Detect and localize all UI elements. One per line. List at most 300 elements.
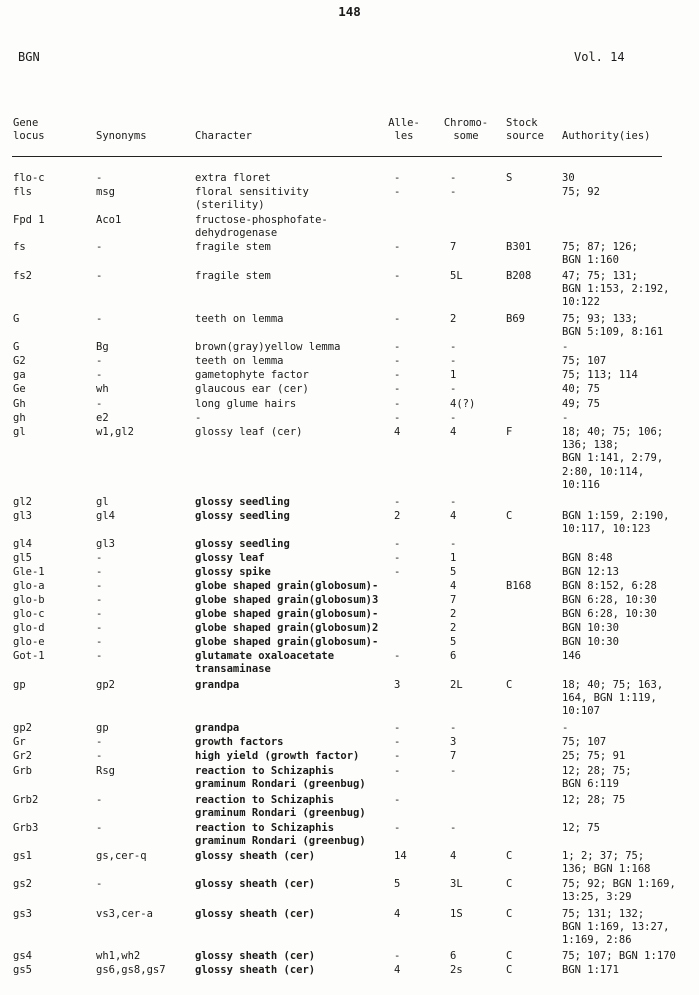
synonyms-cell: - — [96, 369, 103, 381]
chromosome-cell: - — [450, 496, 457, 508]
gene-locus-cell: G — [13, 341, 20, 353]
alleles-cell: - — [394, 750, 401, 762]
authority-line: BGN 1:160 — [562, 254, 619, 267]
authority-cell — [562, 510, 669, 536]
character-cell — [195, 908, 315, 921]
alleles-cell: - — [394, 369, 401, 381]
chromosome-cell: - — [450, 172, 457, 184]
alleles-cell: - — [394, 341, 401, 353]
col-alleles — [386, 117, 422, 143]
authority-line: BGN 8:152, 6:28 — [562, 580, 657, 592]
character-cell — [195, 950, 315, 963]
alleles-cell: - — [394, 794, 401, 806]
authority-line: BGN 10:30 — [562, 622, 619, 634]
character-line: globe shaped grain(globosum)2 — [195, 622, 379, 634]
authority-line: BGN 6:28, 10:30 — [562, 594, 657, 606]
character-line: fragile stem — [195, 241, 271, 253]
gene-locus-cell: gl4 — [13, 538, 32, 550]
synonyms-cell: - — [96, 636, 103, 648]
authority-cell — [562, 412, 568, 425]
authority-cell — [562, 594, 657, 607]
authority-line: BGN 1:169, 13:27, — [562, 921, 670, 934]
chromosome-cell: - — [450, 383, 457, 395]
character-line: - — [195, 412, 202, 424]
authority-line: 30 — [562, 172, 575, 184]
alleles-cell: - — [394, 172, 401, 184]
synonyms-cell: - — [96, 822, 103, 834]
character-cell — [195, 369, 309, 382]
stock-source-cell: C — [506, 679, 513, 691]
gene-locus-cell: gs5 — [13, 964, 32, 976]
character-line: fragile stem — [195, 270, 271, 282]
authority-cell — [562, 383, 600, 396]
chromosome-cell: 4 — [450, 580, 457, 592]
authority-line: 49; 75 — [562, 398, 600, 410]
synonyms-cell: - — [96, 355, 103, 367]
gene-locus-cell: glo-c — [13, 608, 45, 620]
gene-locus-cell: gp — [13, 679, 26, 691]
chromosome-cell: 5 — [450, 566, 457, 578]
stock-source-cell: C — [506, 964, 513, 976]
synonyms-cell: - — [96, 398, 103, 410]
chromosome-cell: 2 — [450, 313, 457, 325]
gene-locus-cell: glo-a — [13, 580, 45, 592]
synonyms-cell: gl3 — [96, 538, 115, 550]
synonyms-cell: msg — [96, 186, 115, 198]
authority-line: - — [562, 412, 569, 424]
authority-cell — [562, 964, 619, 977]
authority-line: 18; 40; 75; 163, — [562, 679, 664, 691]
authority-line: 1:169, 2:86 — [562, 934, 632, 947]
synonyms-cell: gp — [96, 722, 109, 734]
synonyms-cell: - — [96, 172, 103, 184]
gene-locus-cell: fs — [13, 241, 26, 253]
character-cell — [195, 355, 284, 368]
chromosome-cell: 4(?) — [450, 398, 476, 410]
authority-cell — [562, 172, 575, 185]
alleles-cell: - — [394, 241, 401, 253]
character-line: graminum Rondari (greenbug) — [195, 835, 366, 848]
stock-source-cell: C — [506, 950, 513, 962]
character-cell — [195, 398, 296, 411]
character-cell — [195, 383, 309, 396]
character-line: glossy seedling — [195, 538, 290, 550]
chromosome-cell: 1 — [450, 552, 457, 564]
character-cell — [195, 412, 201, 425]
character-line: grandpa — [195, 722, 240, 734]
alleles-cell: - — [394, 722, 401, 734]
character-line: globe shaped grain(globosum)3 — [195, 594, 379, 606]
character-line: globe shaped grain(globosum)- — [195, 636, 379, 648]
authority-line: 75; 107; BGN 1:170 — [562, 950, 676, 962]
alleles-cell: - — [394, 398, 401, 410]
alleles-cell: - — [394, 538, 401, 550]
authority-line: - — [562, 341, 569, 353]
authority-cell — [562, 636, 619, 649]
authority-line: 10:117, 10:123 — [562, 523, 651, 536]
synonyms-cell: - — [96, 594, 103, 606]
character-cell — [195, 722, 239, 735]
authority-line: 1; 2; 37; 75; — [562, 850, 645, 862]
authority-cell — [562, 736, 606, 749]
character-cell — [195, 964, 315, 977]
authority-cell — [562, 622, 619, 635]
gene-locus-cell: gs3 — [13, 908, 32, 920]
character-cell — [195, 538, 290, 551]
character-cell — [195, 496, 290, 509]
character-cell — [195, 622, 378, 635]
character-line: growth factors — [195, 736, 284, 748]
character-cell — [195, 186, 309, 212]
character-line: glossy sheath (cer) — [195, 964, 316, 976]
gene-locus-cell: Grb2 — [13, 794, 39, 806]
authority-line: BGN 12:13 — [562, 566, 619, 578]
gene-locus-cell: gs1 — [13, 850, 32, 862]
authority-cell — [562, 426, 663, 492]
authority-cell — [562, 369, 638, 382]
authority-cell — [562, 552, 613, 565]
synonyms-cell: - — [96, 566, 103, 578]
character-cell — [195, 172, 271, 185]
alleles-cell: - — [394, 950, 401, 962]
stock-source-cell: C — [506, 878, 513, 890]
authority-line: 13:25, 3:29 — [562, 891, 632, 904]
col-alleles-line1: Alle- — [388, 117, 420, 129]
alleles-cell: - — [394, 412, 401, 424]
authority-line: 146 — [562, 650, 581, 662]
alleles-cell: 3 — [394, 679, 401, 691]
authority-cell — [562, 908, 669, 948]
authority-cell — [562, 566, 619, 579]
stock-source-cell: C — [506, 850, 513, 862]
character-cell — [195, 850, 315, 863]
authority-cell — [562, 950, 676, 963]
synonyms-cell: e2 — [96, 412, 109, 424]
gene-locus-cell: gl — [13, 426, 26, 438]
character-cell — [195, 636, 378, 649]
alleles-cell: 4 — [394, 964, 401, 976]
alleles-cell: - — [394, 270, 401, 282]
alleles-cell: - — [394, 313, 401, 325]
authority-line: 10:107 — [562, 705, 600, 718]
character-cell — [195, 510, 290, 523]
character-line: glaucous ear (cer) — [195, 383, 309, 395]
authority-cell — [562, 750, 625, 763]
chromosome-cell: 7 — [450, 750, 457, 762]
authority-line: 40; 75 — [562, 383, 600, 395]
alleles-cell: - — [394, 765, 401, 777]
chromosome-cell: 3L — [450, 878, 463, 890]
authority-cell — [562, 794, 625, 807]
character-line: glossy sheath (cer) — [195, 950, 316, 962]
synonyms-cell: w1,gl2 — [96, 426, 134, 438]
character-cell — [195, 566, 271, 579]
authority-line: 136; 138; — [562, 439, 619, 452]
col-gene-locus — [13, 117, 45, 143]
authority-line: 136; BGN 1:168 — [562, 863, 651, 876]
chromosome-cell: 3 — [450, 736, 457, 748]
gene-locus-cell: Gle-1 — [13, 566, 45, 578]
character-line: globe shaped grain(globosum)- — [195, 580, 379, 592]
character-cell — [195, 552, 265, 565]
character-cell — [195, 750, 359, 763]
gene-locus-cell: G — [13, 313, 20, 325]
chromosome-cell: 2s — [450, 964, 463, 976]
chromosome-cell: - — [450, 186, 457, 198]
authority-line: 2:80, 10:114, — [562, 465, 645, 478]
chromosome-cell: 6 — [450, 950, 457, 962]
synonyms-cell: - — [96, 878, 103, 890]
chromosome-cell: - — [450, 355, 457, 367]
authority-cell — [562, 722, 568, 735]
chromosome-cell: 1 — [450, 369, 457, 381]
character-line: reaction to Schizaphis — [195, 794, 335, 806]
authority-line: BGN 10:30 — [562, 636, 619, 648]
synonyms-cell: vs3,cer-a — [96, 908, 153, 920]
synonyms-cell: - — [96, 270, 103, 282]
alleles-cell: - — [394, 650, 401, 662]
col-authority: Authority(ies) — [562, 130, 651, 142]
authority-cell — [562, 355, 606, 368]
synonyms-cell: wh — [96, 383, 109, 395]
alleles-cell: 2 — [394, 510, 401, 522]
alleles-cell: - — [394, 552, 401, 564]
synonyms-cell: - — [96, 736, 103, 748]
synonyms-cell: Aco1 — [96, 214, 122, 226]
character-line: glossy seedling — [195, 510, 290, 522]
authority-line: 18; 40; 75; 106; — [562, 426, 664, 438]
character-cell — [195, 822, 366, 848]
authority-line: 75; 87; 126; — [562, 241, 638, 253]
gene-locus-cell: Gr2 — [13, 750, 32, 762]
chromosome-cell: 2 — [450, 622, 457, 634]
authority-line: 47; 75; 131; — [562, 270, 638, 282]
character-line: brown(gray)yellow lemma — [195, 341, 341, 353]
character-line: extra floret — [195, 172, 271, 184]
alleles-cell: 4 — [394, 426, 401, 438]
synonyms-cell: gl4 — [96, 510, 115, 522]
stock-source-cell: S — [506, 172, 513, 184]
synonyms-cell: - — [96, 241, 103, 253]
authority-cell — [562, 850, 651, 876]
gene-locus-cell: Got-1 — [13, 650, 45, 662]
chromosome-cell: - — [450, 765, 457, 777]
character-cell — [195, 341, 340, 354]
authority-line: 75; 107 — [562, 736, 607, 748]
character-line: grandpa — [195, 679, 240, 691]
chromosome-cell: - — [450, 538, 457, 550]
character-line: fructose-phosphofate- — [195, 214, 328, 226]
col-chromosome — [440, 117, 492, 143]
stock-source-cell: B208 — [506, 270, 532, 282]
character-cell — [195, 313, 284, 326]
character-cell — [195, 580, 378, 593]
authority-line: BGN 1:141, 2:79, — [562, 452, 664, 465]
gene-locus-cell: Grb — [13, 765, 32, 777]
authority-line: - — [562, 722, 569, 734]
authority-line: 75; 93; 133; — [562, 313, 638, 325]
chromosome-cell: 2 — [450, 608, 457, 620]
authority-cell — [562, 878, 676, 904]
synonyms-cell: - — [96, 580, 103, 592]
character-cell — [195, 270, 271, 283]
authority-line: 164, BGN 1:119, — [562, 692, 657, 705]
gene-locus-cell: fs2 — [13, 270, 32, 282]
authority-cell — [562, 341, 568, 354]
authority-line: BGN 6:119 — [562, 778, 619, 791]
character-cell — [195, 608, 378, 621]
col-synonyms: Synonyms — [96, 130, 147, 142]
synonyms-cell: - — [96, 622, 103, 634]
character-line: reaction to Schizaphis — [195, 765, 335, 777]
authority-line: 75; 131; 132; — [562, 908, 645, 920]
synonyms-cell: gl — [96, 496, 109, 508]
stock-source-cell: B168 — [506, 580, 532, 592]
alleles-cell: 4 — [394, 908, 401, 920]
character-cell — [195, 794, 366, 820]
alleles-cell: - — [394, 383, 401, 395]
gene-locus-cell: gp2 — [13, 722, 32, 734]
authority-line: 75; 113; 114 — [562, 369, 638, 381]
gene-locus-cell: gl2 — [13, 496, 32, 508]
chromosome-cell: - — [450, 341, 457, 353]
stock-source-cell: B301 — [506, 241, 532, 253]
gene-locus-cell: gs2 — [13, 878, 32, 890]
alleles-cell: - — [394, 822, 401, 834]
authority-cell — [562, 270, 669, 310]
authority-cell — [562, 241, 638, 267]
gene-locus-cell: gl5 — [13, 552, 32, 564]
chromosome-cell: - — [450, 412, 457, 424]
authority-line: BGN 6:28, 10:30 — [562, 608, 657, 620]
character-line: glossy sheath (cer) — [195, 878, 316, 890]
character-cell — [195, 878, 315, 891]
character-line: dehydrogenase — [195, 227, 278, 240]
gene-locus-cell: flo-c — [13, 172, 45, 184]
authority-cell — [562, 313, 663, 339]
authority-line: BGN 8:48 — [562, 552, 613, 564]
alleles-cell: - — [394, 186, 401, 198]
gene-locus-cell: G2 — [13, 355, 26, 367]
page-number: 148 — [338, 4, 361, 19]
character-cell — [195, 765, 366, 791]
alleles-cell: 5 — [394, 878, 401, 890]
authority-cell — [562, 580, 657, 593]
authority-cell — [562, 765, 632, 791]
chromosome-cell: 5 — [450, 636, 457, 648]
gene-locus-cell: Ge — [13, 383, 26, 395]
gene-locus-cell: Gh — [13, 398, 26, 410]
character-line: graminum Rondari (greenbug) — [195, 778, 366, 791]
character-line: graminum Rondari (greenbug) — [195, 807, 366, 820]
gene-locus-cell: glo-b — [13, 594, 45, 606]
synonyms-cell: wh1,wh2 — [96, 950, 141, 962]
character-cell — [195, 736, 284, 749]
authority-line: BGN 1:159, 2:190, — [562, 510, 670, 522]
col-gene-locus-line2: locus — [13, 130, 45, 142]
authority-line: 25; 75; 91 — [562, 750, 626, 762]
chromosome-cell: 4 — [450, 850, 457, 862]
chromosome-cell: 1S — [450, 908, 463, 920]
chromosome-cell: 6 — [450, 650, 457, 662]
chromosome-cell: 5L — [450, 270, 463, 282]
chromosome-cell: 4 — [450, 510, 457, 522]
authority-cell — [562, 398, 600, 411]
gene-locus-cell: ga — [13, 369, 26, 381]
authority-cell — [562, 822, 600, 835]
authority-cell — [562, 608, 657, 621]
col-chromosome-line1: Chromo- — [443, 117, 489, 129]
col-chromosome-line2: some — [453, 130, 479, 142]
col-stock-line2: source — [506, 130, 544, 142]
authority-cell — [562, 650, 581, 663]
chromosome-cell: 7 — [450, 241, 457, 253]
gene-locus-cell: glo-e — [13, 636, 45, 648]
synonyms-cell: - — [96, 750, 103, 762]
authority-line: 10:122 — [562, 296, 600, 309]
character-line: glossy sheath (cer) — [195, 850, 316, 862]
character-cell — [195, 214, 328, 240]
gene-locus-cell: Grb3 — [13, 822, 39, 834]
character-line: glossy leaf — [195, 552, 265, 564]
col-stock-line1: Stock — [506, 117, 538, 129]
authority-line: 75; 92; BGN 1:169, — [562, 878, 676, 890]
character-line: teeth on lemma — [195, 355, 284, 367]
gene-locus-cell: Fpd 1 — [13, 214, 45, 226]
stock-source-cell: C — [506, 510, 513, 522]
gene-locus-cell: gl3 — [13, 510, 32, 522]
character-cell — [195, 426, 302, 439]
stock-source-cell: C — [506, 908, 513, 920]
synonyms-cell: Rsg — [96, 765, 115, 777]
character-cell — [195, 650, 334, 676]
gene-locus-cell: gh — [13, 412, 26, 424]
character-line: glossy sheath (cer) — [195, 908, 316, 920]
col-alleles-line2: les — [394, 130, 414, 142]
character-line: floral sensitivity — [195, 186, 309, 198]
authority-line: BGN 1:153, 2:192, — [562, 283, 670, 296]
gene-locus-cell: Gr — [13, 736, 26, 748]
character-line: glutamate oxaloacetate — [195, 650, 335, 662]
alleles-cell: - — [394, 355, 401, 367]
character-line: reaction to Schizaphis — [195, 822, 335, 834]
authority-line: 12; 28; 75 — [562, 794, 626, 806]
authority-line: BGN 1:171 — [562, 964, 619, 976]
chromosome-cell: - — [450, 822, 457, 834]
alleles-cell: - — [394, 736, 401, 748]
synonyms-cell: Bg — [96, 341, 109, 353]
synonyms-cell: gp2 — [96, 679, 115, 691]
character-line: gametophyte factor — [195, 369, 309, 381]
authority-line: BGN 5:109, 8:161 — [562, 326, 664, 339]
stock-source-cell: F — [506, 426, 513, 438]
chromosome-cell: 7 — [450, 594, 457, 606]
character-line: transaminase — [195, 663, 271, 676]
col-stock-source — [506, 117, 544, 143]
header-rule — [12, 156, 662, 157]
gene-locus-cell: gs4 — [13, 950, 32, 962]
authority-cell — [562, 186, 600, 199]
synonyms-cell: - — [96, 794, 103, 806]
character-line: glossy spike — [195, 566, 271, 578]
gene-locus-cell: glo-d — [13, 622, 45, 634]
character-cell — [195, 241, 271, 254]
col-character: Character — [195, 130, 252, 142]
alleles-cell: 14 — [394, 850, 407, 862]
character-line: teeth on lemma — [195, 313, 284, 325]
authority-cell — [562, 679, 663, 719]
character-line: glossy leaf (cer) — [195, 426, 303, 438]
